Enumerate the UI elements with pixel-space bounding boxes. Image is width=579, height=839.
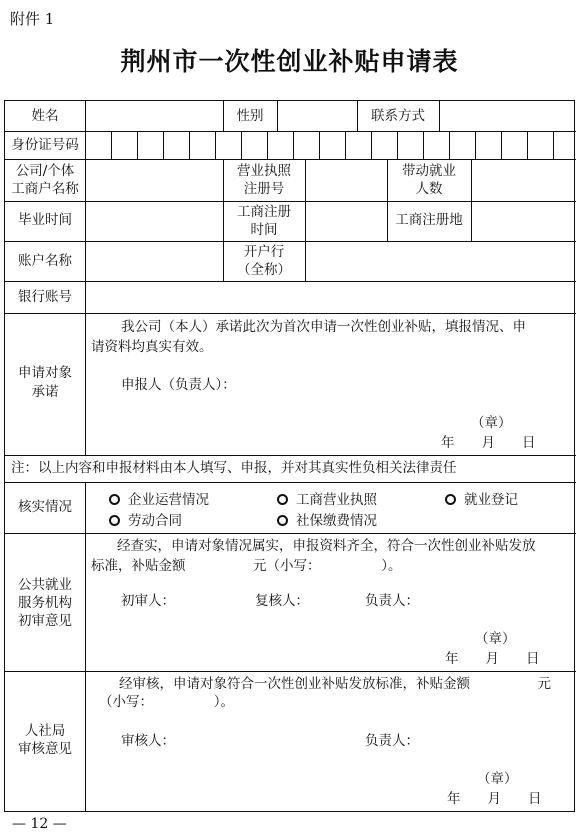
date-label: 年 月 日 <box>441 435 536 451</box>
grid-line <box>319 131 320 159</box>
circle-bullet-icon <box>277 494 288 505</box>
grid-line <box>397 131 398 159</box>
public-service-label-2: 服务机构 <box>18 595 72 611</box>
grid-line <box>5 131 576 132</box>
date-label: 年 月 日 <box>447 791 542 807</box>
id-number-label: 身份证号码 <box>11 137 79 153</box>
grid-line <box>423 131 424 159</box>
grid-line <box>267 131 268 159</box>
verification-label: 核实情况 <box>18 499 72 515</box>
contact-label: 联系方式 <box>371 108 425 124</box>
name-label: 姓名 <box>31 108 59 124</box>
verify-option-labor-contract[interactable]: 劳动合同 <box>109 509 182 529</box>
grid-line <box>371 131 372 159</box>
grid-line <box>5 482 576 483</box>
grid-line <box>527 131 528 159</box>
promise-label: 申请对象 <box>18 365 72 381</box>
hr-bureau-text: 经审核，申请对象符合一次性创业补贴发放标准，补贴金额 元 <box>119 676 551 692</box>
grid-line <box>5 455 576 456</box>
grid-line <box>5 671 576 672</box>
hr-bureau-text-2: （小写： ）。 <box>99 694 234 710</box>
promise-text: 我公司（本人）承诺此次为首次申请一次性创业补贴，填报情况、申 <box>121 319 526 335</box>
grid-line <box>111 131 112 159</box>
gender-label: 性别 <box>236 108 264 124</box>
grid-line <box>5 281 576 282</box>
grid-line <box>449 131 450 159</box>
page-number: — 12 — <box>12 816 67 832</box>
verify-option-license[interactable]: 工商营业执照 <box>277 488 377 508</box>
promise-label-2: 承诺 <box>31 384 59 400</box>
public-service-text: 经查实，申请对象情况属实，申报资料齐全，符合一次性创业补贴发放 <box>117 538 536 554</box>
grid-line <box>553 131 554 159</box>
grid-line <box>5 241 576 242</box>
seal-label: （章） <box>475 631 516 647</box>
applicant-signature-label: 申报人（负责人）： <box>121 377 236 393</box>
second-reviewer-label: 复核人： <box>255 593 309 609</box>
grid-line <box>85 101 86 455</box>
seal-label: （章） <box>471 415 512 431</box>
license-label-2: 注册号 <box>243 181 285 197</box>
grid-line <box>475 131 476 159</box>
grid-line <box>305 241 306 281</box>
application-form-table <box>4 100 575 812</box>
verify-option-operation[interactable]: 企业运营情况 <box>109 488 209 508</box>
grid-line <box>5 313 576 314</box>
grid-line <box>345 131 346 159</box>
grid-line <box>137 131 138 159</box>
circle-bullet-icon <box>109 515 120 526</box>
grid-line <box>5 533 576 534</box>
grid-line <box>439 101 440 131</box>
grid-line <box>5 159 576 160</box>
form-title: 荆州市一次性创业补贴申请表 <box>120 47 459 76</box>
employment-count-label: 带动就业 <box>402 163 456 179</box>
employment-count-label-2: 人数 <box>415 181 443 197</box>
seal-label: （章） <box>477 771 518 787</box>
public-service-label: 公共就业 <box>18 577 72 593</box>
graduation-time-label: 毕业时间 <box>18 212 72 228</box>
grid-line <box>241 131 242 159</box>
grid-line <box>163 131 164 159</box>
circle-bullet-icon <box>445 494 456 505</box>
circle-bullet-icon <box>109 494 120 505</box>
responsible-person-label: 负责人： <box>365 593 419 609</box>
registration-place-label: 工商注册地 <box>395 212 463 228</box>
grid-line <box>5 201 576 202</box>
bank-label-2: （全称） <box>237 262 291 278</box>
circle-bullet-icon <box>277 515 288 526</box>
grid-line <box>471 159 472 241</box>
date-label: 年 月 日 <box>445 651 540 667</box>
public-service-label-3: 初审意见 <box>18 613 72 629</box>
bank-label: 开户行 <box>243 244 285 260</box>
hr-bureau-label-2: 审核意见 <box>18 741 72 757</box>
legal-note: 注：以上内容和申报材料由本人填写、申报，并对其真实性负相关法律责任 <box>11 460 457 476</box>
grid-line <box>305 159 306 241</box>
bank-account-label: 银行账号 <box>18 289 72 305</box>
grid-line <box>215 131 216 159</box>
first-reviewer-label: 初审人： <box>121 593 175 609</box>
grid-line <box>293 131 294 159</box>
reviewer-label: 审核人： <box>121 733 175 749</box>
grid-line <box>85 482 86 811</box>
grid-line <box>501 131 502 159</box>
license-label: 营业执照 <box>237 163 291 179</box>
responsible-person-label: 负责人： <box>365 733 419 749</box>
promise-text-2: 请资料均真实有效。 <box>91 339 213 355</box>
public-service-text-2: 标准，补贴金额 元（小写： ）。 <box>91 558 402 574</box>
account-name-label: 账户名称 <box>18 253 72 269</box>
company-name-label-2: 工商户名称 <box>11 181 79 197</box>
registration-time-label: 工商注册 <box>237 204 291 220</box>
registration-time-label-2: 时间 <box>250 222 278 238</box>
grid-line <box>189 131 190 159</box>
company-name-label: 公司/个体 <box>15 163 75 179</box>
verify-option-social-insurance[interactable]: 社保缴费情况 <box>277 509 377 529</box>
grid-line <box>277 101 278 131</box>
verify-option-employment-registration[interactable]: 就业登记 <box>445 488 518 508</box>
annex-label: 附件 1 <box>10 10 55 28</box>
hr-bureau-label: 人社局 <box>24 723 66 739</box>
